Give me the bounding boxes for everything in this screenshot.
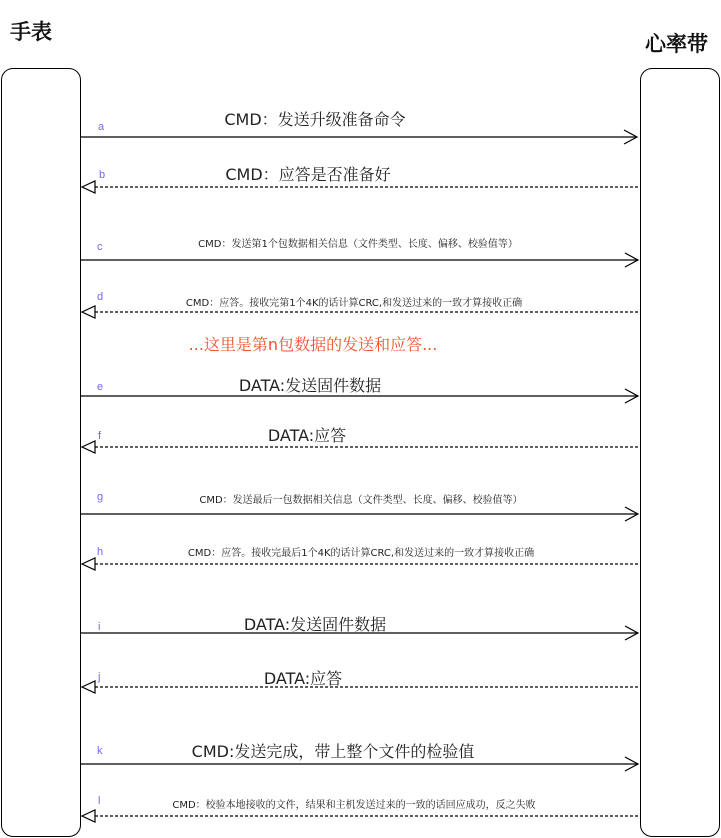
heart-rate-strap-actor-title: 心率带 — [645, 32, 708, 56]
message-label-h: CMD：应答。接收完最后1个4K的话计算CRC,和发送过来的一致才算接收正确 — [187, 548, 535, 559]
message-label-c: CMD：发送第1个包数据相关信息（文件类型、长度、偏移、校验值等） — [198, 239, 518, 250]
message-label-k: CMD:发送完成，带上整个文件的检验值 — [191, 742, 475, 761]
step-letter-j: j — [98, 671, 101, 683]
nth-packet-note: ...这里是第n包数据的发送和应答... — [188, 335, 438, 354]
arrow-j — [82, 681, 640, 693]
arrow-g — [81, 507, 638, 521]
arrow-f — [82, 441, 640, 453]
arrow-l — [82, 810, 640, 822]
step-letter-h: h — [97, 546, 104, 558]
message-label-e: DATA:发送固件数据 — [238, 376, 382, 395]
step-letter-e: e — [97, 381, 104, 393]
message-label-i: DATA:发送固件数据 — [243, 615, 387, 634]
message-label-l: CMD：校验本地接收的文件，结果和主机发送过来的一致的话回应成功，反之失败 — [172, 800, 536, 811]
message-label-a: CMD：发送升级准备命令 — [224, 110, 406, 129]
step-letter-k: k — [97, 745, 103, 757]
message-label-j: DATA:应答 — [263, 669, 343, 688]
step-letter-g: g — [97, 491, 104, 503]
message-label-f: DATA:应答 — [267, 426, 347, 445]
step-letter-b: b — [99, 169, 106, 181]
step-letter-c: c — [97, 241, 103, 253]
step-letter-d: d — [97, 291, 104, 303]
message-label-g: CMD：发送最后一包数据相关信息（文件类型、长度、偏移、校验值等） — [199, 495, 523, 506]
message-label-d: CMD：应答。接收完第1个4K的话计算CRC,和发送过来的一致才算接收正确 — [185, 298, 523, 309]
step-letter-i: i — [98, 621, 101, 633]
arrow-a — [81, 130, 637, 144]
step-letter-a: a — [98, 121, 105, 133]
watch-actor-title: 手表 — [10, 20, 52, 44]
message-label-b: CMD：应答是否准备好 — [225, 165, 391, 184]
step-letter-f: f — [98, 430, 102, 442]
step-letter-l: l — [98, 795, 101, 807]
arrow-c — [81, 253, 638, 267]
arrow-h — [82, 558, 640, 570]
